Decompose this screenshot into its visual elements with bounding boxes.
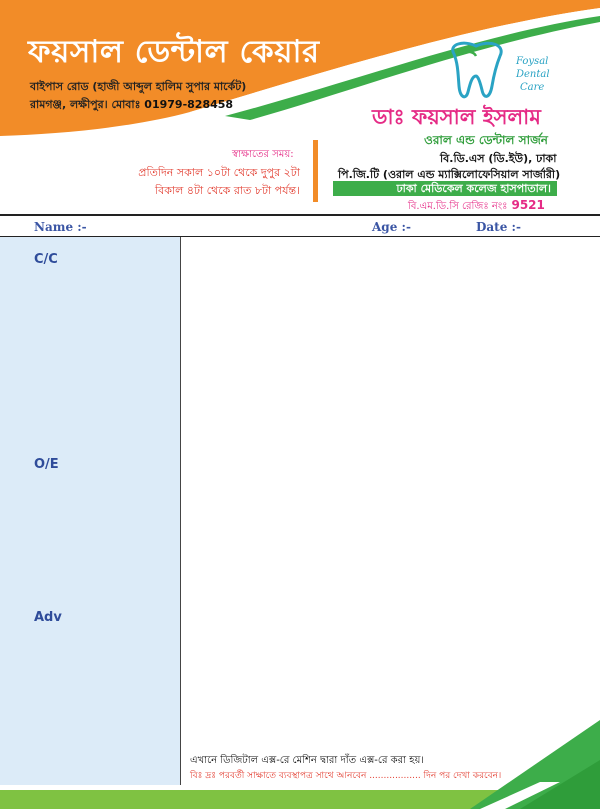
section-advice: Adv xyxy=(34,610,62,625)
registration-label: বি.এম.ডি.সি রেজিঃ নংঃ xyxy=(408,201,508,212)
logo-text-line-3: Care xyxy=(520,82,545,93)
visiting-hours-line-2: বিকাল ৪টা থেকে রাত ৮টা পর্যন্ত। xyxy=(155,184,300,197)
logo-text-line-1: Foysal xyxy=(516,56,549,67)
clinical-notes-panel xyxy=(0,237,181,785)
footer-followup-note: বিঃ দ্রঃ পরবর্তী সাক্ষাতে ব্যবস্থাপত্র সাথে আনবেন .................. দিন পর দেখা করবেন। xyxy=(190,771,502,781)
doctor-title: ওরাল এন্ড ডেন্টাল সার্জন xyxy=(424,133,548,147)
clinic-name: ফয়সাল ডেন্টাল কেয়ার xyxy=(28,34,320,70)
doctor-degree-2: পি.জি.টি (ওরাল এন্ড ম্যাক্সিলোফেসিয়াল সার্জারী) xyxy=(338,168,561,181)
divider-bar xyxy=(313,140,318,202)
section-on-examination: O/E xyxy=(34,457,59,472)
footer-graphic xyxy=(0,720,600,809)
logo-text-line-2: Dental xyxy=(516,69,550,80)
address-line-1: বাইপাস রোড (হাজী আব্দুল হালিম সুপার মার্কেট) xyxy=(30,80,247,93)
visiting-hours-title: স্বাক্ষাতের সময়: xyxy=(232,149,294,160)
registration-number: 9521 xyxy=(511,198,545,212)
header-divider xyxy=(0,214,600,216)
patient-age-field[interactable]: Age :- xyxy=(372,220,411,234)
tooth-icon xyxy=(444,40,514,102)
doctor-degree-1: বি.ডি.এস (ডি.ইউ), ঢাকা xyxy=(440,152,557,165)
footer-xray-note: এখানে ডিজিটাল এক্স-রে মেশিন দ্বারা দাঁত এক্স-রে করা হয়। xyxy=(190,755,424,766)
hospital-banner: ঢাকা মেডিকেল কলেজ হাসপাতাল। xyxy=(333,181,557,196)
date-field[interactable]: Date :- xyxy=(476,220,521,234)
address-text: রামগঞ্জ, লক্ষীপুর। মোবাঃ xyxy=(30,98,141,111)
section-chief-complaint: C/C xyxy=(34,252,58,267)
phone-number: 01979-828458 xyxy=(144,98,234,111)
address-line-2 xyxy=(30,96,233,115)
clinic-logo xyxy=(444,40,564,102)
visiting-hours-line-1: প্রতিদিন সকাল ১০টা থেকে দুপুর ২টা xyxy=(138,166,300,179)
patient-name-field[interactable]: Name :- xyxy=(34,220,87,234)
doctor-name: ডাঃ ফয়সাল ইসলাম xyxy=(372,105,541,129)
